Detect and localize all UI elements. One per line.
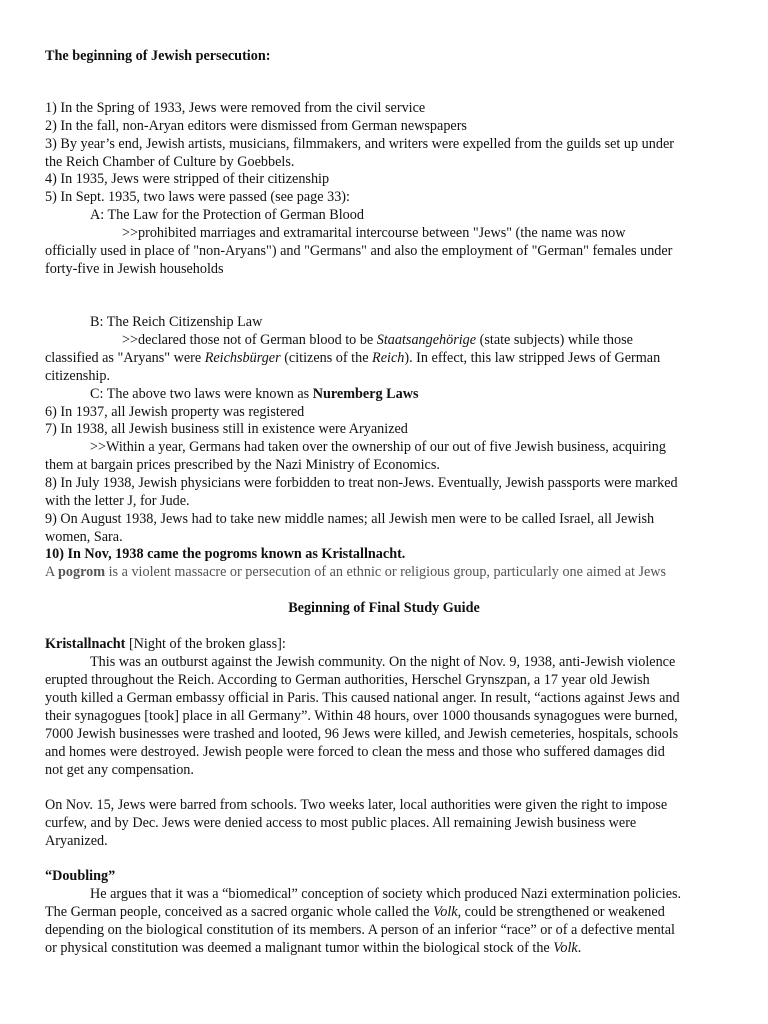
law-b-text-line-2: classified as "Aryans" were Reichsbürger (citizens of the Reich). In effect, this law stripped Jews of German <box>45 350 661 366</box>
kristallnacht-paragraph-line-6: and homes were destroyed. Jewish people were forced to clean the mess and those who suffered damages did <box>45 744 665 760</box>
list-item-7-note-line-2: them at bargain prices prescribed by the Nazi Ministry of Economics. <box>45 457 440 473</box>
doubling-heading: “Doubling” <box>45 868 116 884</box>
list-item-8-line-1: 8) In July 1938, Jewish physicians were forbidden to treat non-Jews. Eventually, Jewish passports were marked <box>45 475 678 491</box>
kristallnacht-paragraph-line-3: youth killed a German embassy official in Paris. This caused national anger. In result, “actions against Jews and <box>45 690 680 706</box>
kristallnacht-paragraph-line-1: This was an outburst against the Jewish community. On the night of Nov. 9, 1938, anti-Jewish violence <box>90 654 676 670</box>
kristallnacht-paragraph-line-2: erupted throughout the Reich. According to German authorities, Herschel Grynszpan, a 17 year old Jewish <box>45 672 650 688</box>
list-item-9-line-1: 9) On August 1938, Jews had to take new middle names; all Jewish men were to be called Israel, all Jewish <box>45 511 655 527</box>
list-item-3-line-2: the Reich Chamber of Culture by Goebbels. <box>45 154 295 170</box>
list-item-4: 4) In 1935, Jews were stripped of their citizenship <box>45 171 330 187</box>
law-b-text-line-3: citizenship. <box>45 368 111 384</box>
list-item-8-line-2: with the letter J, for Jude. <box>45 493 190 509</box>
list-item-7: 7) In 1938, all Jewish business still in existence were Aryanized <box>45 421 408 437</box>
law-b-text-line-1: >>declared those not of German blood to be Staatsangehörige (state subjects) while those <box>122 332 633 348</box>
pogrom-definition: A pogrom is a violent massacre or persecution of an ethnic or religious group, particularly one aimed at Jews <box>45 564 667 580</box>
aftermath-paragraph-line-2: curfew, and by Dec. Jews were denied access to most public places. All remaining Jewish business were <box>45 815 637 831</box>
aftermath-paragraph-line-3: Aryanized. <box>45 833 108 849</box>
study-guide-title: Beginning of Final Study Guide <box>288 600 480 616</box>
law-a-text-line-1: >>prohibited marriages and extramarital intercourse between "Jews" (the name was now <box>122 225 626 241</box>
list-item-10: 10) In Nov, 1938 came the pogroms known as Kristallnacht. <box>45 546 406 562</box>
document-heading: The beginning of Jewish persecution: <box>45 48 271 64</box>
doubling-paragraph-line-3: depending on the biological constitution of its members. A person of an inferior “race” or of a defective mental <box>45 922 675 938</box>
list-item-5: 5) In Sept. 1935, two laws were passed (see page 33): <box>45 189 350 205</box>
list-item-1: 1) In the Spring of 1933, Jews were removed from the civil service <box>45 100 426 116</box>
list-item-6: 6) In 1937, all Jewish property was registered <box>45 404 305 420</box>
kristallnacht-paragraph-line-4: their synagogues [took] place in all Germany”. Within 48 hours, over 1000 thousands synagogues were burned, <box>45 708 678 724</box>
kristallnacht-heading: Kristallnacht [Night of the broken glass]: <box>45 636 286 652</box>
law-a-title: A: The Law for the Protection of German Blood <box>90 207 364 223</box>
law-a-text-line-3: forty-five in Jewish households <box>45 261 224 277</box>
law-a-text-line-2: officially used in place of "non-Aryans") and "Germans" and also the employment of "German" females under <box>45 243 673 259</box>
law-c-text: C: The above two laws were known as Nuremberg Laws <box>90 386 419 402</box>
list-item-3-line-1: 3) By year’s end, Jewish artists, musicians, filmmakers, and writers were expelled from the guilds set up under <box>45 136 674 152</box>
list-item-9-line-2: women, Sara. <box>45 529 123 545</box>
kristallnacht-paragraph-line-7: not get any compensation. <box>45 762 194 778</box>
kristallnacht-paragraph-line-5: 7000 Jewish businesses were trashed and looted, 96 Jews were killed, and Jewish cemeteries, hospitals, schools <box>45 726 679 742</box>
list-item-7-note-line-1: >>Within a year, Germans had taken over the ownership of our out of five Jewish business, acquiring <box>90 439 666 455</box>
aftermath-paragraph-line-1: On Nov. 15, Jews were barred from schools. Two weeks later, local authorities were given the right to impose <box>45 797 668 813</box>
law-b-title: B: The Reich Citizenship Law <box>90 314 263 330</box>
doubling-paragraph-line-4: or physical constitution was deemed a malignant tumor within the biological stock of the Volk. <box>45 940 582 956</box>
doubling-paragraph-line-1: He argues that it was a “biomedical” conception of society which produced Nazi extermination policies. <box>90 886 682 902</box>
list-item-2: 2) In the fall, non-Aryan editors were dismissed from German newspapers <box>45 118 467 134</box>
doubling-paragraph-line-2: The German people, conceived as a sacred organic whole called the Volk, could be strengthened or weakened <box>45 904 665 920</box>
